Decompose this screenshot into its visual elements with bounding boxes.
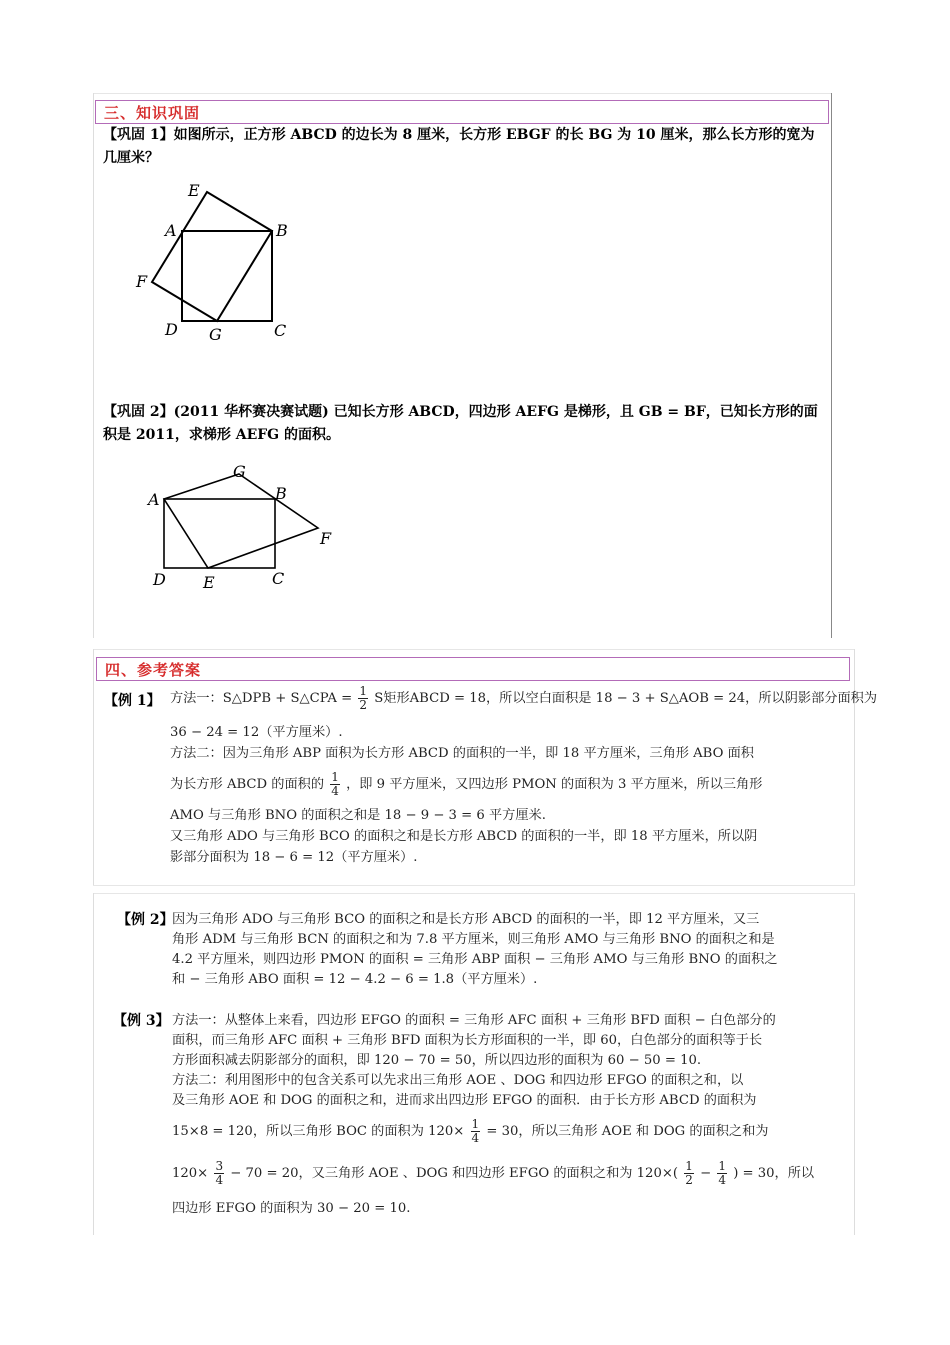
example1-line7: 影部分面积为 18 − 6 = 12（平方厘米）. xyxy=(170,850,418,865)
section4-top-rule xyxy=(93,649,855,650)
label-D: D xyxy=(153,570,166,589)
label-F: F xyxy=(136,272,148,291)
section5-left-border xyxy=(93,893,94,1235)
frac-den: 4 xyxy=(331,784,339,798)
fraction-one-half xyxy=(358,685,368,712)
example3-line1: 方法一：从整体上来看，四边形 EFGO 的面积 = 三角形 AFC 面积 + 三角形 BFD 面积 − 白色部分的 xyxy=(172,1013,776,1028)
example1-line4 xyxy=(170,767,762,803)
label-C: C xyxy=(274,321,287,340)
fraction-one-quarter xyxy=(330,771,340,798)
ex3-l7-text-b: − 70 = 20，又三角形 AOE 、DOG 和四边形 EFGO 的面积之和为 120×( xyxy=(230,1166,679,1181)
frac-den: 4 xyxy=(718,1173,726,1187)
label-E: E xyxy=(203,573,215,592)
frac-den: 4 xyxy=(215,1173,224,1187)
section5-right-border xyxy=(854,893,855,1235)
ex3-l6-text-a: 15×8 = 120，所以三角形 BOC 的面积为 120× xyxy=(172,1124,465,1139)
section3-title: 三、知识巩固 xyxy=(104,104,201,122)
section5-top-rule xyxy=(93,893,855,894)
ex1-l1-text-b: S矩形ABCD = 18，所以空白面积是 18 − 3 + S△AOB = 24，所以阴影部分面积为 xyxy=(374,691,878,706)
fraction-one-half xyxy=(684,1160,694,1187)
ex1-l4-text-a: 为长方形 ABCD 的面积的 xyxy=(170,777,325,792)
example3-line5: 及三角形 AOE 和 DOG 的面积之和，进而求出四边形 EFGO 的面积．由于长方形 ABCD 的面积为 xyxy=(172,1093,757,1108)
label-A: A xyxy=(165,221,177,240)
fraction-one-quarter xyxy=(471,1118,481,1145)
figure2-rectangle-trapezoid xyxy=(140,455,350,595)
rectangle-ebgf xyxy=(152,192,272,321)
example2-line3: 4.2 平方厘米，则四边形 PMON 的面积 = 三角形 ABP 面积 − 三角形 AMO 与三角形 BNO 的面积之 xyxy=(172,952,778,967)
section3-header xyxy=(95,100,829,124)
figure1-square-rectangle xyxy=(125,175,305,345)
frac-num: 3 xyxy=(215,1159,224,1173)
label-D: D xyxy=(165,320,178,339)
example2-line1: 因为三角形 ADO 与三角形 BCO 的面积之和是长方形 ABCD 的面积的一半，即 12 平方厘米，又三 xyxy=(172,912,760,927)
example3-line2: 面积，而三角形 AFC 面积 + 三角形 BFD 面积为长方形面积的一半，即 60，白色部分的面积等于长 xyxy=(172,1033,763,1048)
label-G: G xyxy=(233,462,246,481)
section4-left-border xyxy=(93,649,94,885)
label-B: B xyxy=(276,221,288,240)
example2-label: 【例 2】 xyxy=(117,912,174,928)
ex1-l4-text-b: ，即 9 平方厘米，又四边形 PMON 的面积为 3 平方厘米，所以三角形 xyxy=(346,777,763,792)
rectangle-abcd xyxy=(164,499,275,568)
example3-line7 xyxy=(172,1156,814,1192)
exercise2-line2: 积是 2011，求梯形 AEFG 的面积。 xyxy=(103,427,341,443)
label-G: G xyxy=(209,325,222,344)
ex3-l7-text-c: ) = 30，所以 xyxy=(733,1166,815,1181)
ex3-l7-text-a: 120× xyxy=(172,1166,209,1181)
example3-line8: 四边形 EFGO 的面积为 30 − 20 = 10. xyxy=(172,1201,411,1216)
label-B: B xyxy=(275,484,287,503)
example1-line1 xyxy=(170,685,877,713)
example3-label: 【例 3】 xyxy=(113,1013,170,1029)
exercise1-line2: 几厘米？ xyxy=(103,150,159,166)
section4-header xyxy=(96,657,850,681)
label-F: F xyxy=(320,529,332,548)
frac-num: 1 xyxy=(331,770,339,784)
frac-num: 1 xyxy=(718,1159,726,1173)
example2-line4: 和 − 三角形 ABO 面积 = 12 − 4.2 − 6 = 1.8（平方厘米）. xyxy=(172,972,538,987)
example1-line6: 又三角形 ADO 与三角形 BCO 的面积之和是长方形 ABCD 的面积的一半，即 18 平方厘米，所以阴 xyxy=(170,829,758,844)
example1-label: 【例 1】 xyxy=(104,693,161,709)
section3-right-border xyxy=(831,93,832,638)
section4-bottom-rule xyxy=(93,885,855,886)
example1-line3: 方法二：因为三角形 ABP 面积为长方形 ABCD 的面积的一半，即 18 平方厘米，三角形 ABO 面积 xyxy=(170,746,754,761)
example3-line3: 方形面积减去阴影部分的面积，即 120 − 70 = 50，所以四边形的面积为 60 − 50 = 10. xyxy=(172,1053,702,1068)
frac-num: 1 xyxy=(685,1159,693,1173)
example3-line4: 方法二：利用图形中的包含关系可以先求出三角形 AOE 、DOG 和四边形 EFGO 的面积之和，以 xyxy=(172,1073,744,1088)
trapezoid-aefg xyxy=(164,474,318,568)
ex1-l1-text-a: 方法一：S△DPB + S△CPA = xyxy=(170,691,353,706)
frac-den: 2 xyxy=(685,1173,693,1187)
ex3-l6-text-b: = 30，所以三角形 AOE 和 DOG 的面积之和为 xyxy=(486,1124,769,1139)
frac-den: 4 xyxy=(471,1131,480,1145)
example2-line2: 角形 ADM 与三角形 BCN 的面积之和为 7.8 平方厘米，则三角形 AMO 与三角形 BNO 的面积之和是 xyxy=(172,932,775,947)
section4-title: 四、参考答案 xyxy=(105,661,202,679)
section3-left-border xyxy=(93,93,94,638)
label-E: E xyxy=(188,181,200,200)
frac-num: 1 xyxy=(359,684,368,698)
minus-sign: − xyxy=(700,1166,712,1181)
example1-line5: AMO 与三角形 BNO 的面积之和是 18 − 9 − 3 = 6 平方厘米. xyxy=(170,808,546,823)
example1-line2: 36 − 24 = 12（平方厘米）. xyxy=(170,725,343,740)
exercise1-line1: 【巩固 1】如图所示，正方形 ABCD 的边长为 8 厘米，长方形 EBGF 的长 BG 为 10 厘米，那么长方形的宽为 xyxy=(103,127,815,143)
example3-line6 xyxy=(172,1114,769,1150)
exercise2-line1: 【巩固 2】(2011 华杯赛决赛试题) 已知长方形 ABCD，四边形 AEFG 是梯形，且 GB = BF，已知长方形的面 xyxy=(103,404,818,420)
fraction-three-quarters xyxy=(214,1160,224,1187)
fraction-one-quarter xyxy=(717,1160,727,1187)
top-rule xyxy=(93,93,831,94)
label-C: C xyxy=(272,569,285,588)
frac-num: 1 xyxy=(471,1117,480,1131)
label-A: A xyxy=(148,490,160,509)
frac-den: 2 xyxy=(359,698,368,712)
